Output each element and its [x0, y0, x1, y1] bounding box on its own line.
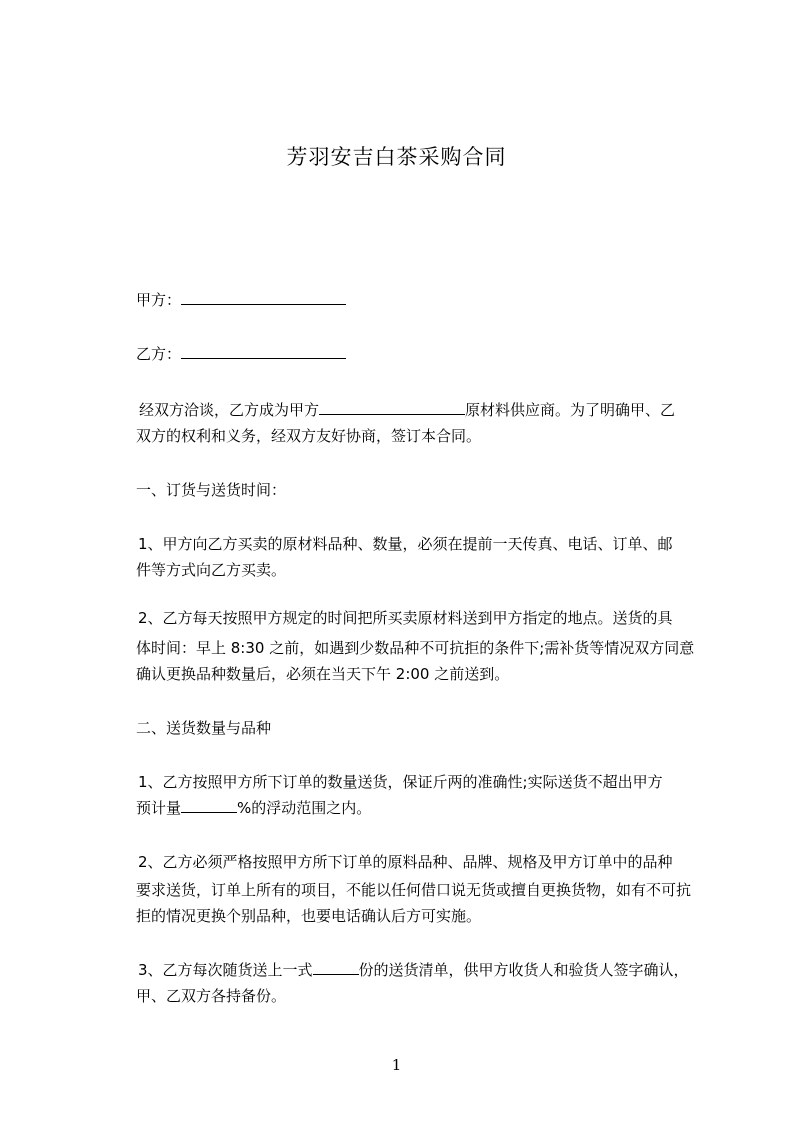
intro-line-1 [139, 400, 675, 420]
s1-item2-line1: 2、乙方每天按照甲方规定的时间把所买卖原材料送到甲方指定的地点。送货的具 [138, 609, 673, 627]
percent-blank [181, 798, 237, 813]
party-b-label: 乙方： [136, 345, 182, 363]
intro-line-2: 双方的权利和义务，经双方友好协商，签订本合同。 [136, 427, 482, 445]
s2-item1-line2 [136, 798, 371, 818]
section1-heading: 一、订货与送货时间： [136, 481, 287, 499]
s2-item3-text-a: 3、乙方每次随货送上一式 [138, 961, 313, 979]
section2-heading: 二、送货数量与品种 [136, 719, 272, 737]
s1-item1-line1: 1、甲方向乙方买卖的原材料品种、数量，必须在提前一天传真、电话、订单、邮 [138, 535, 673, 553]
s2-item3-line1 [138, 960, 689, 980]
intro-text-a: 经双方洽谈，乙方成为甲方 [139, 401, 320, 419]
s1-item2-line2: 体时间：早上 8:30 之前，如遇到少数品种不可抗拒的条件下;需补货等情况双方同意 [136, 639, 695, 657]
party-b-blank [181, 344, 346, 359]
s2-item3-text-b: 份的送货清单，供甲方收货人和验货人签字确认， [358, 961, 689, 979]
s2-item3-line2: 甲、乙双方各持备份。 [136, 987, 287, 1005]
party-b-line [136, 344, 346, 364]
party-a-label: 甲方： [136, 291, 182, 309]
s2-item2-line2: 要求送货，订单上所有的项目，不能以任何借口说无货或擅自更换货物，如有不可抗 [136, 881, 692, 899]
page-title: 芳羽安吉白茶采购合同 [286, 145, 507, 169]
party-a-line [136, 290, 346, 310]
s2-item2-line1: 2、乙方必须严格按照甲方所下订单的原料品种、品牌、规格及甲方订单中的品种 [138, 853, 673, 871]
s2-item1-text-a: 预计量 [136, 799, 182, 817]
copies-blank [313, 960, 359, 975]
s1-item2-line3: 确认更换品种数量后，必须在当天下午 2:00 之前送到。 [136, 665, 510, 683]
intro-blank [319, 400, 465, 415]
party-a-blank [181, 290, 346, 305]
s2-item1-line1: 1、乙方按照甲方所下订单的数量送货，保证斤两的准确性;实际送货不超出甲方 [138, 773, 663, 791]
intro-text-b: 原材料供应商。为了明确甲、乙 [465, 401, 676, 419]
page-number: 1 [391, 1056, 402, 1074]
s2-item1-text-b: %的浮动范围之内。 [237, 799, 372, 817]
s2-item2-line3: 拒的情况更换个别品种，也要电话确认后方可实施。 [136, 907, 482, 925]
s1-item1-line2: 件等方式向乙方买卖。 [136, 561, 287, 579]
